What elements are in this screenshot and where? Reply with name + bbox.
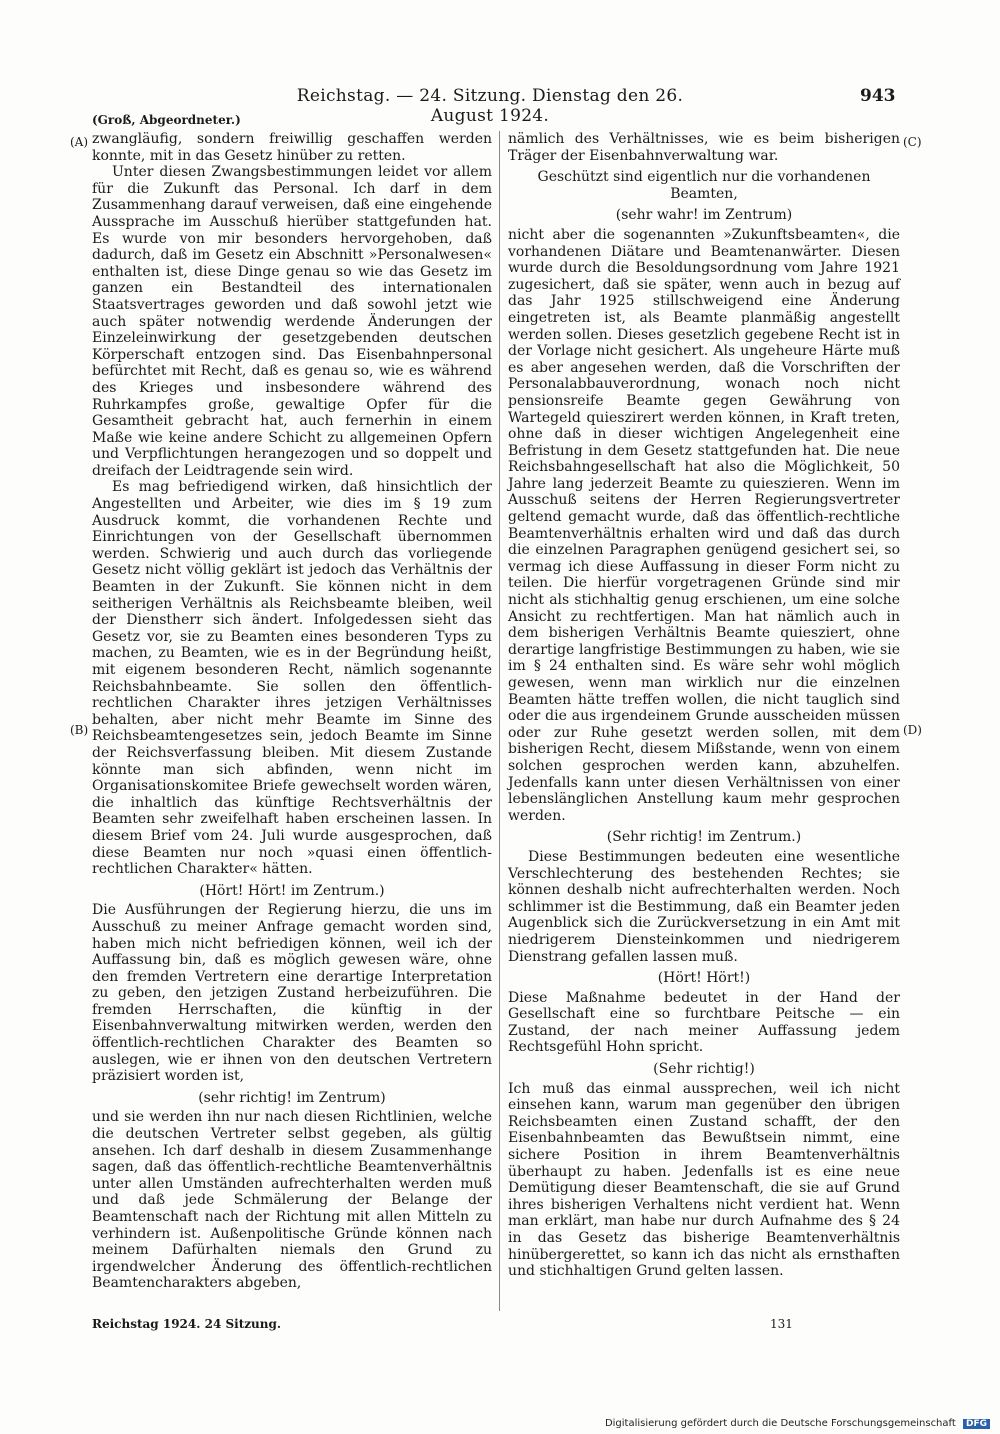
paragraph: Diese Maßnahme bedeutet in der Hand der Gesellschaft eine so furchtbare Peitsche — ein Zustand, der nach meiner Auffassung jedem Rechtsgefühl Hohn spricht. bbox=[508, 989, 900, 1056]
paragraph: Unter diesen Zwangsbestimmungen leidet vor allem für die Zukunft das Personal. Ich darf in dem Zusammenhang darauf verweisen, daß eine eingehende Aussprache im Ausschuß hierüber stattgefunden hat. Es wurde von mir besonders hervorgehoben, daß dadurch, daß im Gesetz ein Abschnitt »Personalwesen« enthalten ist, diese Dinge genau so wie das Gesetz im ganzen ein Bestandteil des internationalen Staatsvertrages geworden und daß sowohl jetzt wie auch später notwendig werdende Änderungen der Einzeleinwirkung der gesetzgebenden deutschen Körperschaft entzogen sind. Das Eisenbahnpersonal befürchtet mit Recht, daß es genau so, wie es während des Krieges und insbesondere während des Ruhrkampfes große, gewaltige Opfer für die Gesamtheit gebracht hat, auch fernerhin in einem Maße wie keine andere Schicht zu allgemeinen Opfern und Verpflichtungen herangezogen und so doppelt und dreifach der Leidtragende sein wird. bbox=[92, 164, 492, 479]
right-column bbox=[508, 131, 900, 1280]
paragraph: Es mag befriedigend wirken, daß hinsichtlich der Angestellten und Arbeiter, wie dies im § 19 zum Ausdruck kommt, die vorhandenen Rechte und Einrichtungen von der Gesellschaft übernommen werden. Schwierig und auch durch das vorliegende Gesetz nicht völlig geklärt ist jedoch das Verhältnis der Beamten in der Zukunft. Sie können nicht in dem seitherigen Verhältnis als Reichsbeamte bleiben, weil der Dienstherr sich ändert. Infolgedessen sieht das Gesetz vor, sie zu Beamten eines besonderen Typs zu machen, zu Beamten, wie es in der Begründung heißt, mit eigenem besonderen Recht, nämlich sogenannte Reichsbahnbeamte. Sie sollen den öffentlich-rechtlichen Charakter ihres jetzigen Verhältnisses behalten, aber nicht mehr Beamte im Sinne des Reichsbeamtengesetzes sein, jedoch Beamte im Sinne der Reichsverfassung bleiben. Mit diesem Zustande könnte man sich abfinden, wenn nicht im Organisationskomitee Briefe gewechselt worden wären, die inhaltlich das künftige Rechtsverhältnis der Beamten sehr zweifelhaft haben erscheinen lassen. In diesem Brief vom 24. Juli wurde ausgesprochen, daß diese Beamten nur noch »quasi einen öffentlich-rechtlichen Charakter« hätten. bbox=[92, 479, 492, 878]
paragraph: nämlich des Verhältnisses, wie es beim bisherigen Träger der Eisenbahnverwaltung war. bbox=[508, 131, 900, 164]
paragraph: Ich muß das einmal aussprechen, weil ich nicht einsehen kann, warum man gegenüber den übrigen Reichsbeamten einen Zustand schafft, der den Eisenbahnbeamten das Bewußtsein nimmt, eine sichere Position in ihrem Beamtenverhältnis überhaupt zu haben. Jedenfalls ist es eine neue Demütigung dieser Beamtenschaft, die sie auf Grund ihres bisherigen Verhaltens nicht verdient hat. Wenn man erklärt, man habe nur durch Aufnahme des § 24 in das Gesetz das bisherige Beamtenverhältnis hinübergerettet, so kann ich das nicht als ernsthaften und stichhaltigen Grund gelten lassen. bbox=[508, 1080, 900, 1280]
paragraph: und sie werden ihn nur nach diesen Richtlinien, welche die deutschen Vertreter selbst gegeben, als gültig ansehen. Ich darf deshalb in diesem Zusammenhange sagen, daß das öffentlich-rechtliche Beamtenverhältnis unter allen Umständen aufrechterhalten werden muß und daß jede Schmälerung der Belange der Beamtenschaft nach der Richtung mit allen Mitteln zu verhindern ist. Außenpolitische Gründe können nach meinem Dafürhalten niemals den Grund zu irgendwelcher Änderung des öffentlich-rechtlichen Beamtencharakters abgeben, bbox=[92, 1109, 492, 1292]
interjection: (sehr wahr! im Zentrum) bbox=[615, 207, 793, 224]
paragraph: Geschützt sind eigentlich nur die vorhandenen Beamten, bbox=[537, 169, 871, 202]
column-divider bbox=[499, 131, 500, 1311]
margin-letter-d: (D) bbox=[903, 723, 922, 737]
left-column bbox=[92, 131, 492, 1292]
dfg-notice bbox=[600, 1418, 990, 1429]
footer-session: Reichstag 1924. 24 Sitzung. bbox=[92, 1317, 282, 1331]
margin-letter-c: (C) bbox=[903, 135, 922, 149]
footer-sheet-number: 131 bbox=[770, 1317, 793, 1331]
margin-letter-a: (A) bbox=[70, 135, 89, 149]
interjection: (sehr richtig! im Zentrum) bbox=[198, 1089, 386, 1106]
paragraph: nicht aber die sogenannten »Zukunftsbeamten«, die vorhandenen Diätare und Beamtenanwärter. Diesen wurde durch die Besoldungsordnung vom Jahre 1921 zugesichert, daß sie später, wenn auch in bezug auf das Jahr 1925 stillschweigend eine Änderung eingetreten ist, als Beamte planmäßig angestellt werden sollen. Dieses gesetzlich gegebene Recht ist in der Vorlage nicht gesichert. Als ungeheure Härte muß es aber angesehen werden, daß die Vorschriften der Personalabbauverordnung, wonach noch nicht pensionsreife Beamte gegen Gewährung von Wartegeld quieszirert werden können, in Kraft treten, ohne daß in dieser wichtigen Angelegenheit eine Befristung in dem Gesetz stattgefunden hat. Die neue Reichsbahngesellschaft hat also die Möglichkeit, 50 Jahre lang jederzeit Beamte zu quieszieren. Wenn im Ausschuß seitens der Herren Regierungsvertreter geltend gemacht wurde, daß das öffentlich-rechtliche Beamtenverhältnis erhalten wird und daß das durch die einzelnen Paragraphen genügend gesichert sei, so vermag ich diese Auffassung in dieser Form nicht zu teilen. Die hierfür vorgetragenen Gründe sind mir nicht als stichhaltig genug erschienen, um eine solche Ansicht zu rechtfertigen. Man hat nämlich auch in dem bisherigen Verhältnis Beamte quiesziert, ohne derartige langfristige Bestimmungen zu haben, wie sie im § 24 enthalten sind. Es wäre sehr wohl möglich gewesen, wenn man wirklich nur die einzelnen Beamten hätte treffen wollen, die nicht tauglich sind oder die aus irgendeinem Grunde ausscheiden müssen oder zur Ruhe gesetzt werden sollen, mit dem bisherigen Recht, diesem Mißstande, wenn von einem solchen gesprochen werden kann, abzuhelfen. Jedenfalls kann unter diesen Verhältnissen von einer lebenslänglichen Anstellung kaum mehr gesprochen werden. bbox=[508, 226, 900, 824]
page-number: 943 bbox=[860, 86, 896, 106]
interjection: (Hört! Hört!) bbox=[657, 970, 751, 987]
dfg-notice-text: Digitalisierung gefördert durch die Deutsche Forschungsgemeinschaft bbox=[604, 1418, 956, 1429]
interjection: (Hört! Hört! im Zentrum.) bbox=[199, 882, 385, 899]
margin-letter-b: (B) bbox=[70, 723, 89, 737]
paragraph: zwangläufig, sondern freiwillig geschaffen werden konnte, mit in das Gesetz hinüber zu retten. bbox=[92, 131, 492, 164]
paragraph: Diese Bestimmungen bedeuten eine wesentliche Verschlechterung des bestehenden Rechtes; sie können deshalb nicht aufrechterhalten werden. Noch schlimmer ist die Bestimmung, daß ein Beamter jeden Augenblick sich die Zurückversetzung in ein Amt mit niedrigerem Diensteinkommen und niedrigerem Dienstrang gefallen lassen muß. bbox=[508, 848, 900, 965]
dfg-logo: DFG bbox=[963, 1419, 990, 1429]
running-title: Reichstag. — 24. Sitzung. Dienstag den 26. August 1924. bbox=[296, 86, 684, 126]
interjection: (Sehr richtig!) bbox=[653, 1061, 755, 1078]
paragraph: Die Ausführungen der Regierung hierzu, die uns im Ausschuß zu meiner Anfrage gemacht worden sind, haben mich nicht befriedigen können, weil ich der Auffassung bin, daß es möglich gewesen wäre, ohne den fremden Vertretern eine derartige Interpretation zu geben, den jetzigen Zustand herbeizuführen. Die fremden Herrschaften, die künftig in der Eisenbahnverwaltung mitwirken werden, werden den öffentlich-rechtlichen Charakter des Beamten so auslegen, wie er ihnen von den deutschen Vertretern präzisiert worden ist, bbox=[92, 902, 492, 1085]
speaker-label: (Groß, Abgeordneter.) bbox=[92, 113, 241, 127]
interjection: (Sehr richtig! im Zentrum.) bbox=[606, 829, 802, 846]
